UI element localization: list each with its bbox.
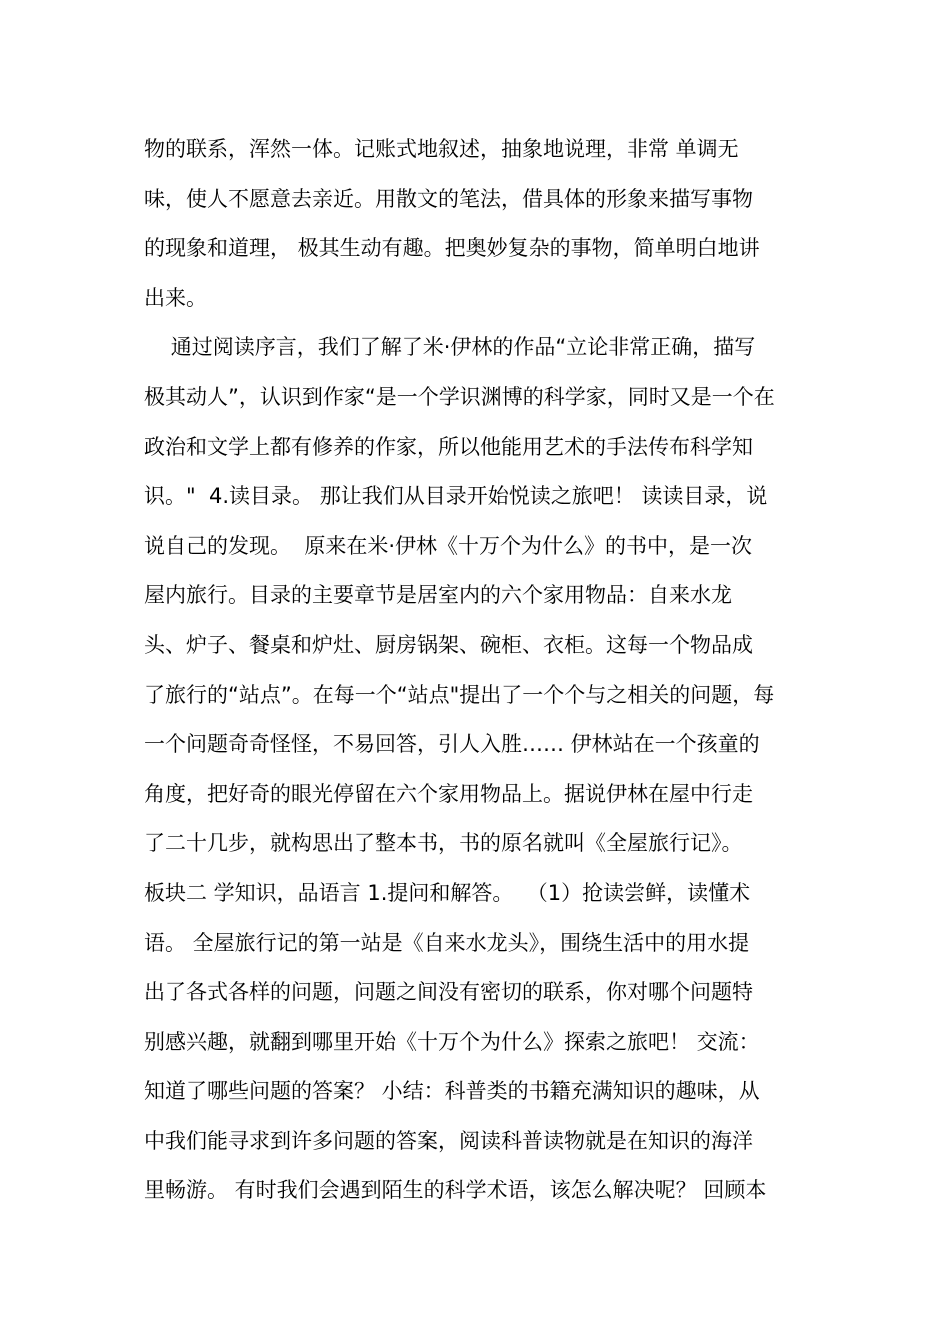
text-line: 了二十几步，就构思出了整本书，书的原名就叫《全屋旅行记》。	[144, 831, 743, 856]
text-line: 板块二 学知识，品语言 1.提问和解答。 （1）抢读尝鲜，读懂术	[144, 880, 751, 905]
text-line: 中我们能寻求到许多问题的答案，阅读科普读物就是在知识的海洋	[144, 1128, 753, 1153]
text-line: 识。" 4.读目录。 那让我们从目录开始悦读之旅吧！ 读读目录，说	[144, 484, 768, 509]
text-line: 说自己的发现。 原来在米·伊林《十万个为什么》的书中，是一次	[144, 533, 753, 558]
text-line: 屋内旅行。目录的主要章节是居室内的六个家用物品：自来水龙	[144, 583, 732, 608]
text-line: 味，使人不愿意去亲近。用散文的笔法，借具体的形象来描写事物	[144, 186, 753, 211]
text-line: 头、炉子、餐桌和炉灶、厨房锅架、碗柜、衣柜。这每一个物品成	[144, 632, 753, 657]
body-text	[144, 125, 809, 1216]
text-line: 一个问题奇奇怪怪，不易回答，引人入胜…… 伊林站在一个孩童的	[144, 732, 760, 757]
text-line: 的现象和道理， 极其生动有趣。把奥妙复杂的事物，简单明白地讲	[144, 236, 760, 261]
text-line: 出来。	[144, 285, 207, 310]
text-line: 语。 全屋旅行记的第一站是《自来水龙头》，围绕生活中的用水提	[144, 930, 750, 955]
text-line: 极其动人”，认识到作家“是一个学识渊博的科学家，同时又是一个在	[144, 384, 775, 409]
text-line: 角度，把好奇的眼光停留在六个家用物品上。据说伊林在屋中行走	[144, 781, 753, 806]
text-line: 别感兴趣，就翻到哪里开始《十万个为什么》探索之旅吧！ 交流：	[144, 1029, 760, 1054]
text-line: 政治和文学上都有修养的作家，所以他能用艺术的手法传布科学知	[144, 434, 753, 459]
text-line: 了旅行的“站点”。在每一个“站点"提出了一个个与之相关的问题，每	[144, 682, 775, 707]
text-line: 通过阅读序言，我们了解了米·伊林的作品“立论非常正确，描写	[144, 335, 756, 360]
text-line: 知道了哪些问题的答案？ 小结：科普类的书籍充满知识的趣味，从	[144, 1079, 760, 1104]
text-line: 里畅游。 有时我们会遇到陌生的科学术语，该怎么解决呢？ 回顾本	[144, 1178, 767, 1203]
text-line: 出了各式各样的问题，问题之间没有密切的联系，你对哪个问题特	[144, 980, 753, 1005]
text-line: 物的联系，浑然一体。记账式地叙述，抽象地说理，非常 单调无	[144, 137, 739, 161]
